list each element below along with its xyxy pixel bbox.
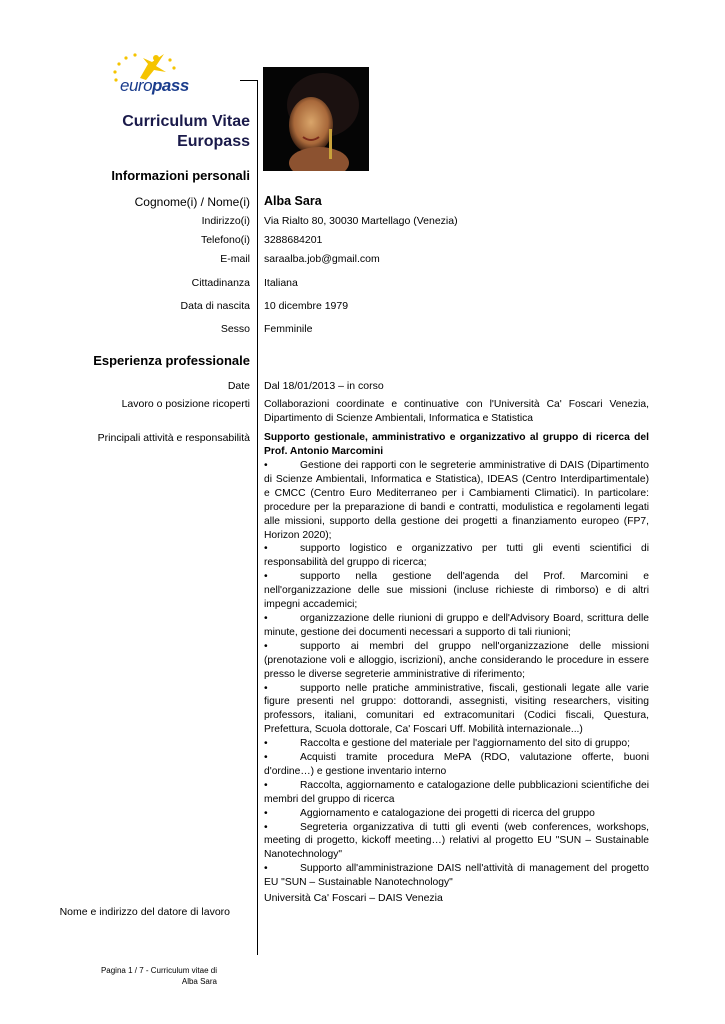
bullet-icon: •: [264, 863, 268, 875]
activity-item: • Raccolta e gestione del materiale per l'aggiornamento del sito di gruppo;: [264, 738, 630, 750]
employer-label: Nome e indirizzo del datore di lavoro: [59, 906, 230, 918]
bullet-icon: •: [264, 612, 268, 624]
column-divider: [257, 80, 258, 955]
activity-item: • Aggiornamento e catalogazione dei progetti di ricerca del gruppo: [264, 807, 595, 819]
sex-label: Sesso: [220, 323, 250, 335]
activity-item: • supporto nelle pratiche amministrative, fiscali, gestionali legate alle varie figure presenti nel gruppo: dottorandi, assegnisti, visiting researchers, visiting professors, italiani, comunitari ed extracomunitari (Codici fiscali, Questura, Prefettura, Scuola dottorale, Ca' Foscari Uff. Mobilità internazionale...): [264, 682, 649, 736]
section-title-experience: Esperienza professionale: [93, 353, 250, 368]
phone-label: Telefono(i): [200, 234, 250, 246]
bullet-icon: •: [264, 821, 268, 833]
footer-page-info: Pagina 1 / 7 - Curriculum vitae di: [100, 966, 217, 975]
footer-name: Alba Sara: [181, 977, 217, 986]
birth-date-value: 10 dicembre 1979: [264, 300, 349, 312]
activity-item: • Raccolta, aggiornamento e catalogazione delle pubblicazioni scientifiche dei membri del gruppo di ricerca: [264, 779, 649, 805]
name-label: Cognome(i) / Nome(i): [134, 195, 250, 209]
dates-value: Dal 18/01/2013 – in corso: [264, 380, 384, 392]
europass-logo: [110, 50, 200, 98]
activity-item: • organizzazione delle riunioni di gruppo e dell'Advisory Board, scrittura delle minute, gestione dei documenti necessari a supporto di tali riunioni;: [264, 612, 649, 638]
profile-photo: [263, 67, 369, 171]
citizenship-value: Italiana: [264, 277, 298, 289]
section-title-personal: Informazioni personali: [111, 168, 250, 183]
name-value: Alba Sara: [264, 194, 322, 208]
dates-label: Date: [227, 380, 250, 392]
activity-item: • supporto ai membri del gruppo nell'organizzazione delle missioni (prenotazione voli e alloggio, iscrizioni), anche considerando le procedure in essere presso le diverse segreterie amministrative di riferimento;: [264, 640, 649, 680]
bullet-icon: •: [264, 640, 268, 652]
activity-item: • Gestione dei rapporti con le segreterie amministrative di DAIS (Dipartimento di Scienze Ambientali, Informatica e Statistica), IDEAS (Centro Interdipartimentale) e CMCC (Centro Euro Mediterraneo per i Cambiamenti Climatici). In particolare: procedure per la preparazione di bandi e contratti, modulistica e regolamenti legati alle missioni, supporto della gestione dei progetti a finanziamento europeo (FP7, Horizon 2020);: [264, 460, 649, 541]
bullet-icon: •: [264, 460, 268, 471]
sex-value: Femminile: [264, 323, 313, 335]
activity-item: • Acquisti tramite procedura MePA (RDO, valutazione offerte, buoni d'ordine…) e gestione inventario interno: [264, 752, 649, 777]
phone-value: 3288684201: [264, 234, 323, 246]
employer-value: Università Ca' Foscari – DAIS Venezia: [264, 892, 443, 904]
address-value: Via Rialto 80, 30030 Martellago (Venezia): [264, 215, 458, 227]
bullet-icon: •: [264, 738, 268, 750]
activities-heading: Supporto gestionale, amministrativo e organizzativo al gruppo di ricerca del Prof. Antonio Marcomini: [264, 432, 649, 457]
bullet-icon: •: [264, 752, 268, 764]
role-label: Lavoro o posizione ricoperti: [121, 398, 250, 410]
bullet-icon: •: [264, 807, 268, 819]
activity-item: • Supporto all'amministrazione DAIS nell'attività di management del progetto EU "SUN – Sustainable Nanotechnology": [264, 863, 649, 889]
activity-item: • Segreteria organizzativa di tutti gli eventi (web conferences, workshops, meeting di progetto, kickoff meeting…) relativi al progetto EU "SUN – Sustainable Nanotechnology": [264, 821, 649, 861]
email-value[interactable]: saraalba.job@gmail.com: [264, 253, 380, 265]
activities-list: [264, 459, 649, 890]
bullet-icon: •: [264, 682, 268, 694]
activity-item: • supporto logistico e organizzativo per tutti gli eventi scientifici di responsabilità del gruppo di ricerca;: [264, 543, 649, 569]
activity-item: • supporto nella gestione dell'agenda del Prof. Marcomini e nell'organizzazione delle sue missioni (incluse richieste di rimborso) e di altri impegni accademici;: [264, 571, 649, 611]
birth-date-label: Data di nascita: [180, 300, 250, 312]
citizenship-label: Cittadinanza: [191, 277, 250, 289]
europass-wordmark: europass: [120, 76, 189, 95]
header-rule: [240, 80, 258, 81]
bullet-icon: •: [264, 779, 268, 791]
cv-title-line2: Europass: [177, 133, 250, 150]
portrait-image: [263, 67, 369, 171]
activities-label: Principali attività e responsabilità: [97, 432, 250, 444]
bullet-icon: •: [264, 543, 268, 555]
bullet-icon: •: [264, 571, 268, 583]
email-label: E-mail: [220, 253, 250, 265]
page-footer: [101, 965, 217, 987]
role-value: Collaborazioni coordinate e continuative con l'Università Ca' Foscari Venezia, Dipartimento di Scienze Ambientali, Informatica e Statistica: [264, 399, 649, 424]
address-label: Indirizzo(i): [201, 215, 250, 227]
cv-title: [122, 112, 250, 152]
cv-title-line1: Curriculum Vitae: [122, 113, 250, 130]
